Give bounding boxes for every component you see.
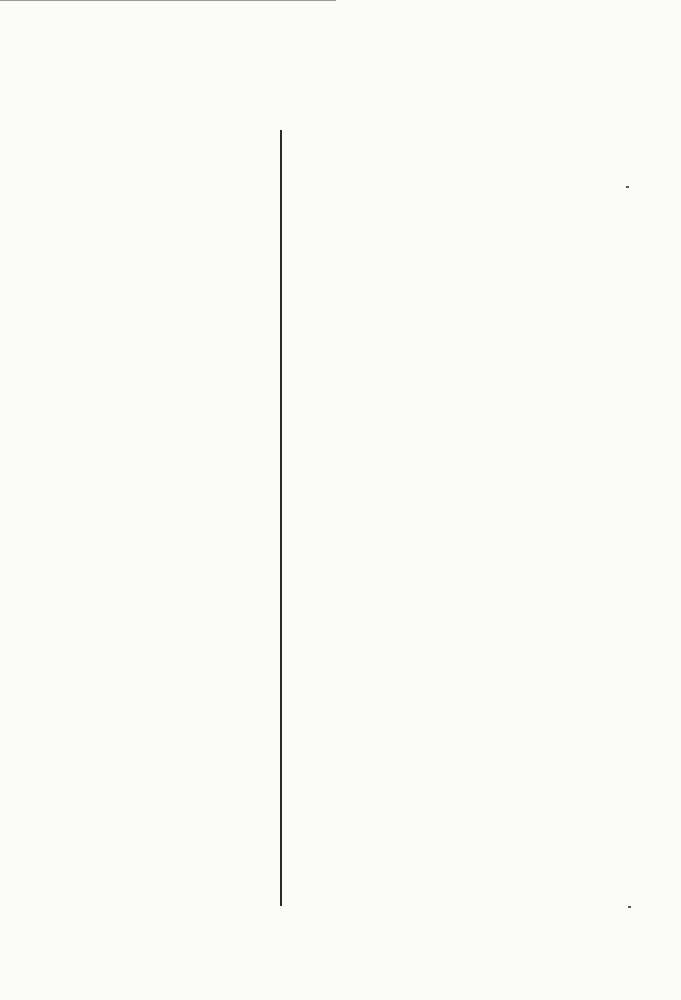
scan-speck [628,906,631,908]
column-divider [280,130,282,906]
top-scan-edge-line [0,0,336,1]
scan-speck [626,186,629,188]
official-table [88,130,572,918]
